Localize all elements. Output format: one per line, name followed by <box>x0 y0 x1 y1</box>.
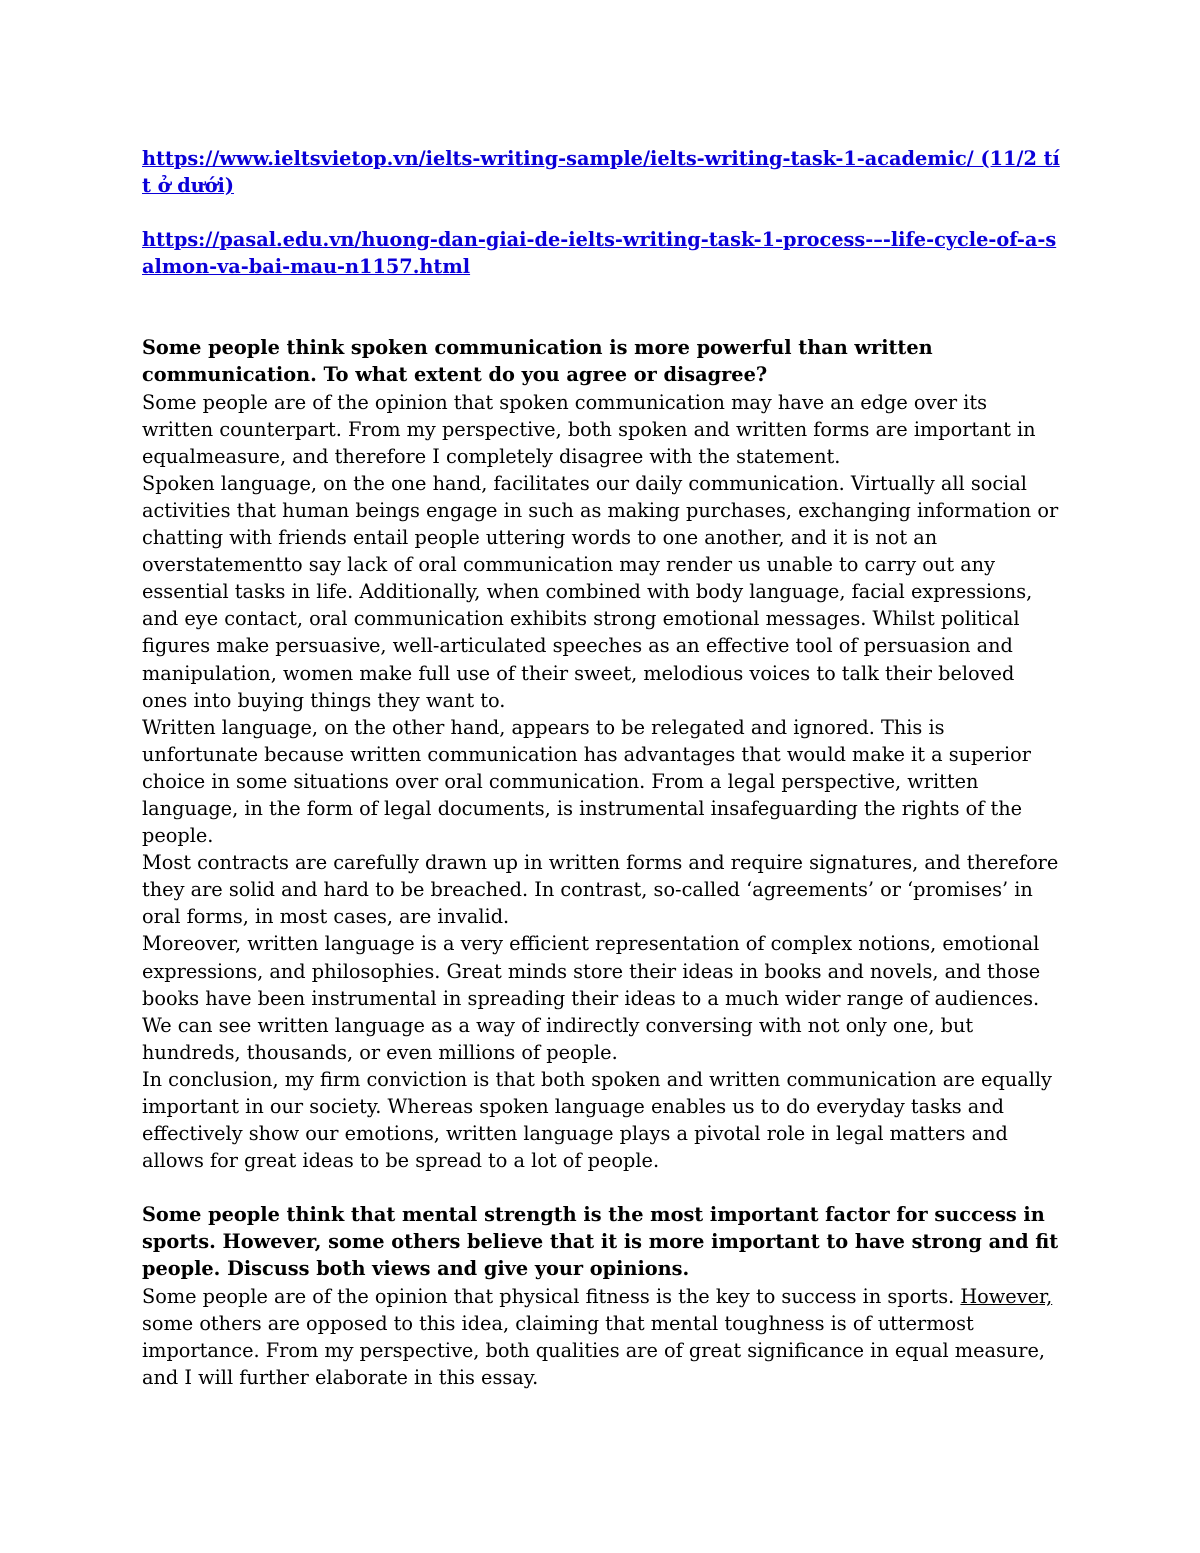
essay-2-question: Some people think that mental strength is the most important factor for success in sports. However, some others believe that it is more important to have strong and fit people. Discuss both views and give your opinions. <box>142 1203 1059 1281</box>
essay-2-intro-end: some others are opposed to this idea, claiming that mental toughness is of uttermost importance. From my perspective, both qualities are of great significance in equal measure, and I will further elaborate in this essay. <box>142 1311 1046 1389</box>
essay-1-paragraph-contracts: Most contracts are carefully drawn up in written forms and require signatures, and therefore they are solid and hard to be breached. In contrast, so-called ‘agreements’ or ‘promises’ in oral forms, in most cases, are invalid. <box>142 851 1059 929</box>
document-page <box>142 145 1062 1391</box>
essay-1-paragraph-spoken: Spoken language, on the one hand, facilitates our daily communication. Virtually all social activities that human beings engage in such as making purchases, exchanging information or chatting with friends entail people uttering words to one another, and it is not an overstatementto say lack of oral communication may render us unable to carry out any essential tasks in life. Additionally, when combined with body language, facial expressions, and eye contact, oral communication exhibits strong emotional messages. Whilst political figures make persuasive, well-articulated speeches as an effective tool of persuasion and manipulation, women make full use of their sweet, melodious voices to talk their beloved ones into buying things they want to. <box>142 471 1059 712</box>
reference-link-ieltsvietop[interactable]: https://www.ieltsvietop.vn/ielts-writing-sample/ielts-writing-task-1-academic/ (11/2 tít ở dưới) <box>142 147 1060 198</box>
essay-1-paragraph-written: Written language, on the other hand, appears to be relegated and ignored. This is unfortunate because written communication has advantages that would make it a superior choice in some situations over oral communication. From a legal perspective, written language, in the form of legal documents, is instrumental insafeguarding the rights of the people. <box>142 715 1031 848</box>
essay-2-paragraph-intro <box>142 1283 1062 1391</box>
essay-2-intro-start: Some people are of the opinion that physical fitness is the key to success in sports. <box>142 1284 961 1308</box>
essay-1-question: Some people think spoken communication is more powerful than written communication. To what extent do you agree or disagree? <box>142 336 933 387</box>
essay-1-paragraph-moreover: Moreover, written language is a very efficient representation of complex notions, emotional expressions, and philosophies. Great minds store their ideas in books and novels, and those books have been instrumental in spreading their ideas to a much wider range of audiences. We can see written language as a way of indirectly conversing with not only one, but hundreds, thousands, or even millions of people. <box>142 932 1041 1064</box>
reference-link-pasal[interactable]: https://pasal.edu.vn/huong-dan-giai-de-ielts-writing-task-1-process-–-life-cycle-of-a-salmon-va-bai-mau-n1157.html <box>142 228 1057 279</box>
essay-2-intro-underlined-word: However, <box>960 1284 1053 1308</box>
essay-1-paragraph-conclusion: In conclusion, my firm conviction is that both spoken and written communication are equally important in our society. Whereas spoken language enables us to do everyday tasks and effectively show our emotions, written language plays a pivotal role in legal matters and allows for great ideas to be spread to a lot of people. <box>142 1067 1052 1173</box>
essay-1-paragraph-intro: Some people are of the opinion that spoken communication may have an edge over its written counterpart. From my perspective, both spoken and written forms are important in equalmeasure, and therefore I completely disagree with the statement. <box>142 390 1036 468</box>
